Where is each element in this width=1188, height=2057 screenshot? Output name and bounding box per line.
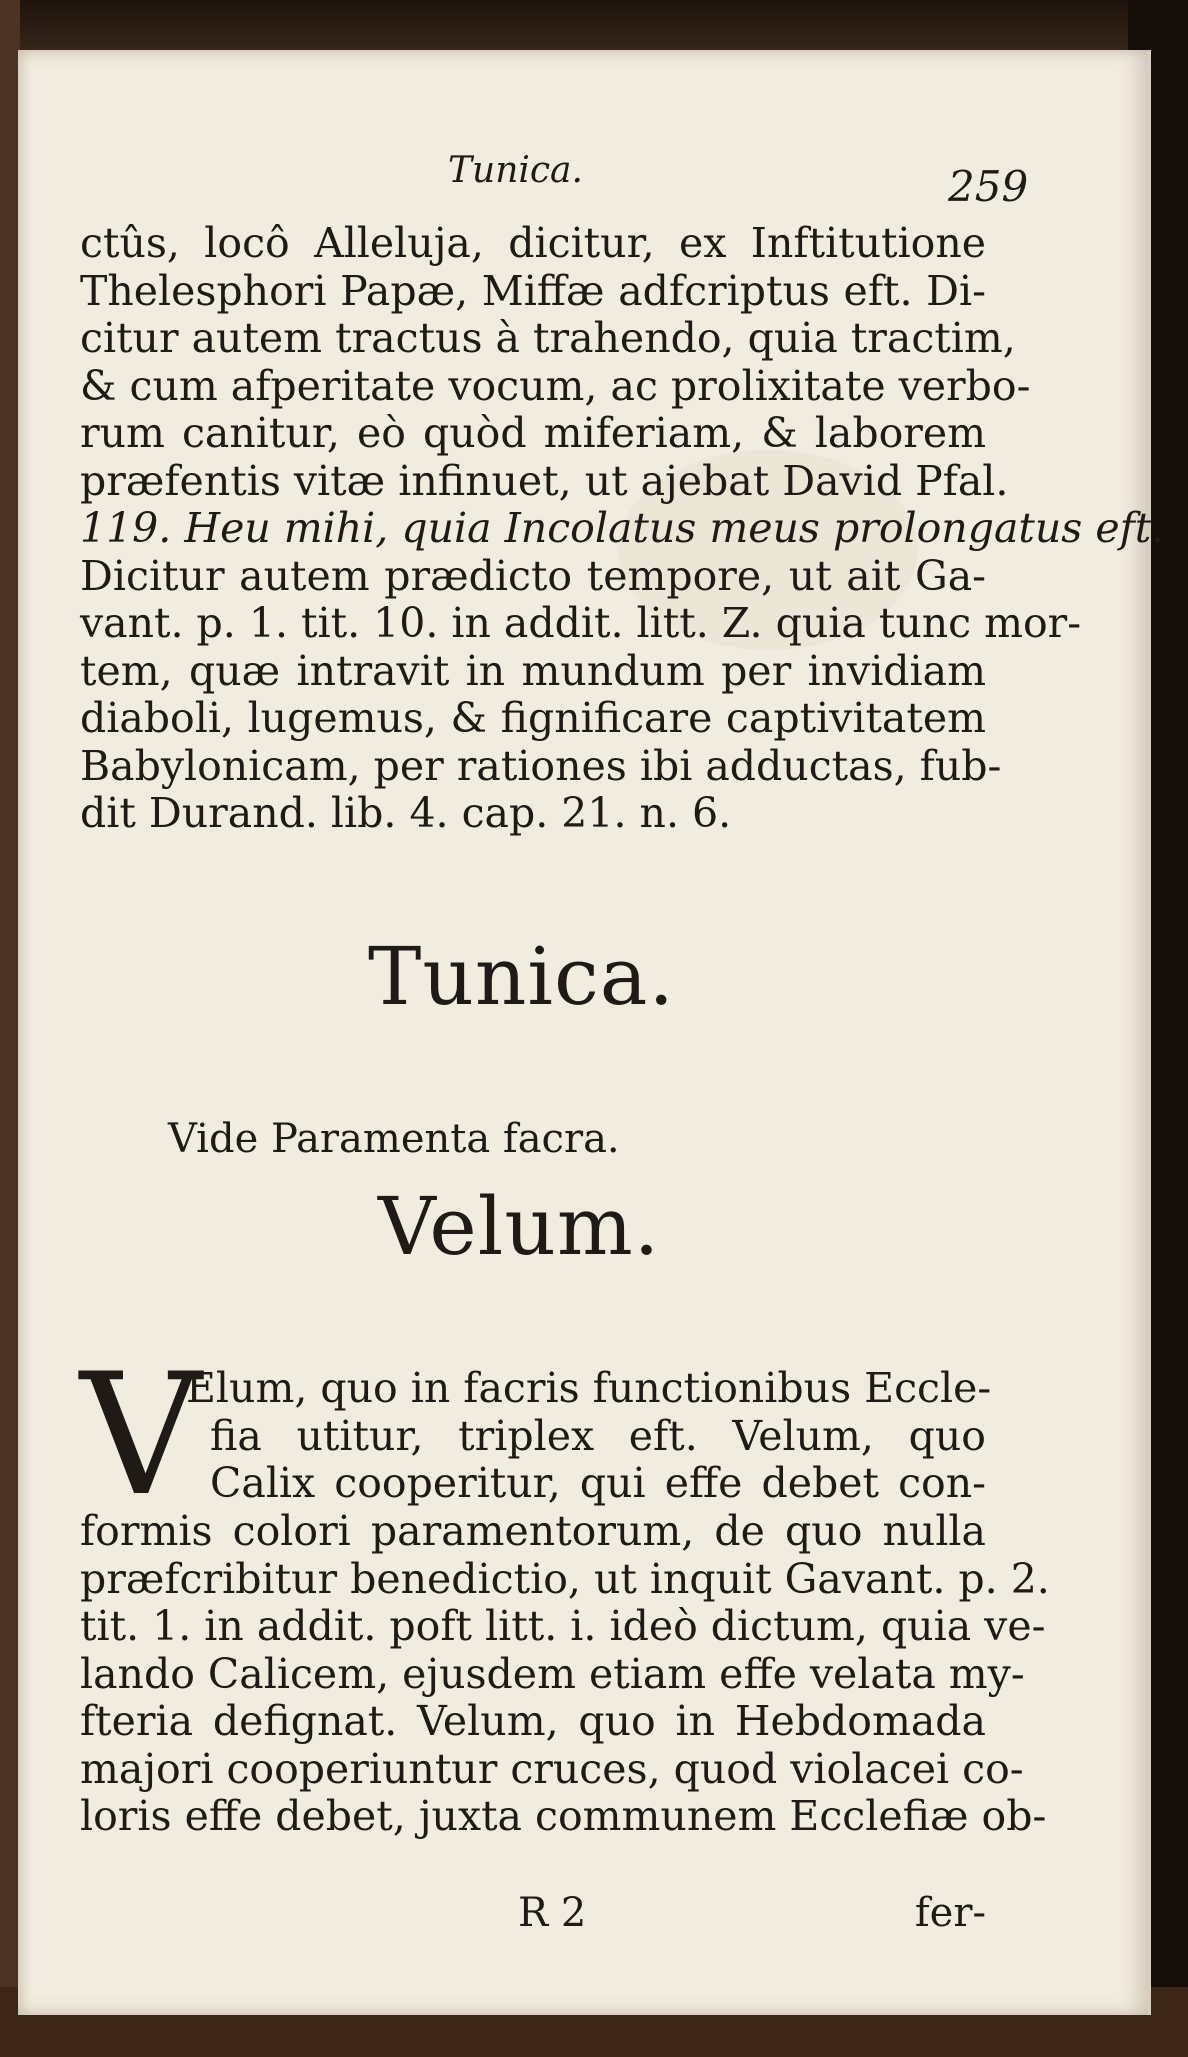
page-number: 259 <box>948 162 1029 211</box>
drop-cap: V <box>80 1337 202 1533</box>
paragraph-tractus <box>80 219 1165 838</box>
text-line: Calix cooperitur, qui effe debet con- <box>210 1459 986 1507</box>
paragraph-velum-indented <box>186 1364 992 1508</box>
text-line: præfcribitur benedictio, ut inquit Gavant. p. 2. <box>80 1554 1050 1603</box>
cross-reference: Vide Paramenta facra. <box>168 1116 620 1162</box>
text-line: fteria defignat. Velum, quo in Hebdomada <box>80 1697 986 1745</box>
text-line: loris effe debet, juxta communem Ecclefiæ ob- <box>80 1792 1047 1840</box>
signature-mark: R 2 <box>518 1890 587 1936</box>
book-page <box>18 50 1165 2015</box>
heading-velum: Velum. <box>378 1180 661 1273</box>
text-line: Thelesphori Papæ, Miffæ adfcriptus eft. Di- <box>80 266 986 315</box>
text-line: dit Durand. lib. 4. cap. 21. n. 6. <box>80 789 732 837</box>
running-head: Tunica. <box>448 150 583 191</box>
page-footer <box>80 1890 986 1940</box>
text-line: Dicitur autem prædicto tempore, ut ait Ga- <box>80 551 986 600</box>
text-line: rum canitur, eò quòd miferiam, & laborem <box>80 409 986 457</box>
text-line: majori cooperiuntur cruces, quod violacei co- <box>80 1744 1024 1793</box>
text-line: tem, quæ intravit in mundum per invidiam <box>80 646 986 695</box>
text-line: tit. 1. in addit. poft litt. i. ideò dictum, quia ve- <box>80 1602 1046 1650</box>
text-line: præfentis vitæ infinuet, ut ajebat David Pfal. <box>80 456 1009 505</box>
text-line: formis colori paramentorum, de quo nulla <box>80 1507 986 1555</box>
text-line: Elum, quo in facris functionibus Eccle- <box>186 1364 992 1412</box>
text-line: diaboli, lugemus, & fignificare captivitatem <box>80 694 986 742</box>
scan-background-left <box>0 0 20 2057</box>
paragraph-velum <box>80 1507 1050 1841</box>
text-line: 119. Heu mihi, quia Incolatus meus prolongatus eft. <box>80 504 1165 552</box>
text-line: citur autem tractus à trahendo, quia tractim, <box>80 314 1016 362</box>
text-line: & cum afperitate vocum, ac prolixitate verbo- <box>80 361 1031 410</box>
text-line: vant. p. 1. tit. 10. in addit. litt. Z. quia tunc mor- <box>80 599 1082 647</box>
catchword: fer- <box>914 1890 986 1936</box>
heading-tunica: Tunica. <box>368 930 675 1023</box>
text-line: fia utitur, triplex eft. Velum, quo <box>210 1411 986 1460</box>
text-line: lando Calicem, ejusdem etiam effe velata my- <box>80 1649 1025 1698</box>
text-line: Babylonicam, per rationes ibi adductas, fub- <box>80 741 1002 790</box>
text-line: ctûs, locô Alleluja, dicitur, ex Inftitutione <box>80 219 986 267</box>
